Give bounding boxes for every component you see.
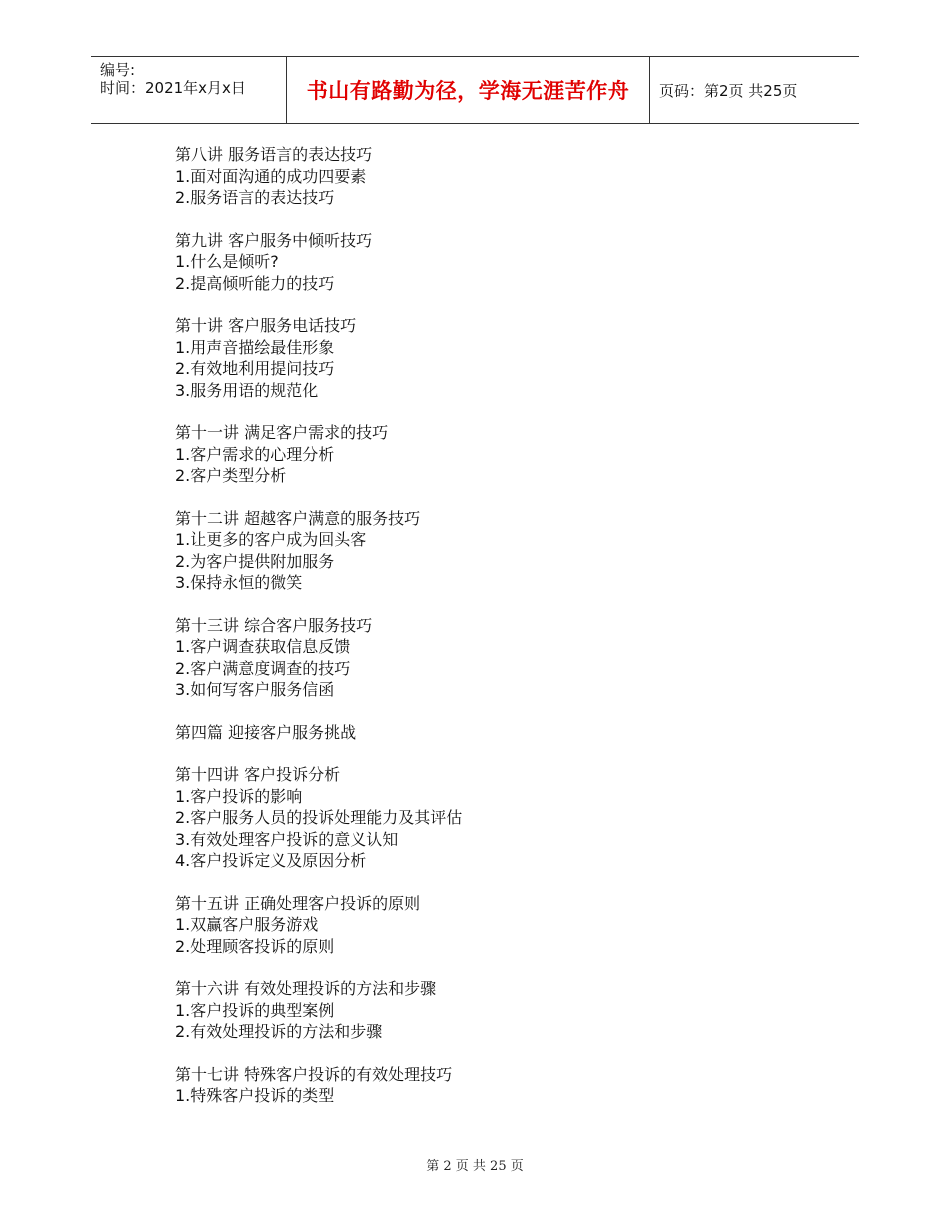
list-item: 1.面对面沟通的成功四要素 bbox=[175, 166, 367, 186]
list-item: 2.提高倾听能力的技巧 bbox=[175, 273, 335, 293]
list-item: 1.特殊客户投诉的类型 bbox=[175, 1086, 335, 1105]
part-title: 第四篇 迎接客户服务挑战 bbox=[175, 722, 357, 742]
section-title: 第十五讲 正确处理客户投诉的原则 bbox=[175, 893, 421, 913]
document-body bbox=[175, 144, 775, 1128]
list-item: 3.有效处理客户投诉的意义认知 bbox=[175, 829, 399, 849]
section-title: 第十三讲 综合客户服务技巧 bbox=[175, 615, 373, 635]
page-footer bbox=[0, 1155, 950, 1174]
list-item: 1.什么是倾听? bbox=[175, 252, 279, 271]
list-item: 2.为客户提供附加服务 bbox=[175, 551, 335, 571]
list-item: 2.有效处理投诉的方法和步骤 bbox=[175, 1022, 383, 1041]
section-title: 第十二讲 超越客户满意的服务技巧 bbox=[175, 508, 421, 528]
document-number-label: 编号: bbox=[100, 61, 136, 79]
list-item: 1.用声音描绘最佳形象 bbox=[175, 337, 335, 357]
list-item: 1.客户投诉的典型案例 bbox=[175, 1000, 335, 1020]
list-item: 1.客户调查获取信息反馈 bbox=[175, 637, 351, 656]
list-item: 2.客户类型分析 bbox=[175, 466, 287, 485]
list-item: 2.服务语言的表达技巧 bbox=[175, 188, 335, 207]
lecture-section bbox=[175, 315, 775, 401]
page-header bbox=[91, 56, 859, 124]
section-title: 第十七讲 特殊客户投诉的有效处理技巧 bbox=[175, 1064, 453, 1084]
list-item: 3.保持永恒的微笑 bbox=[175, 573, 303, 592]
lecture-section bbox=[175, 422, 775, 487]
section-title: 第九讲 客户服务中倾听技巧 bbox=[175, 230, 373, 250]
list-item: 3.如何写客户服务信函 bbox=[175, 680, 335, 699]
lecture-section bbox=[175, 144, 775, 209]
section-title: 第十讲 客户服务电话技巧 bbox=[175, 316, 357, 335]
list-item: 3.服务用语的规范化 bbox=[175, 380, 319, 400]
lecture-section bbox=[175, 1064, 775, 1107]
document-time-label: 时间：2021年x月x日 bbox=[100, 79, 246, 97]
section-title: 第十四讲 客户投诉分析 bbox=[175, 765, 341, 784]
section-title: 第十六讲 有效处理投诉的方法和步骤 bbox=[175, 979, 437, 998]
lecture-section bbox=[175, 230, 775, 295]
lecture-section bbox=[175, 764, 775, 872]
list-item: 1.客户需求的心理分析 bbox=[175, 444, 335, 464]
list-item: 1.双赢客户服务游戏 bbox=[175, 915, 319, 934]
lecture-section bbox=[175, 615, 775, 701]
list-item: 1.客户投诉的影响 bbox=[175, 786, 303, 806]
header-page-code: 页码：第2页 共25页 bbox=[659, 81, 798, 100]
header-motto-cell bbox=[287, 57, 649, 123]
list-item: 4.客户投诉定义及原因分析 bbox=[175, 851, 367, 870]
footer-page-number: 第 2 页 共 25 页 bbox=[426, 1159, 524, 1174]
list-item: 2.处理顾客投诉的原则 bbox=[175, 936, 335, 956]
list-item: 2.客户满意度调查的技巧 bbox=[175, 658, 351, 678]
header-motto: 书山有路勤为径，学海无涯苦作舟 bbox=[306, 79, 630, 103]
list-item: 2.有效地利用提问技巧 bbox=[175, 359, 335, 378]
lecture-section bbox=[175, 978, 775, 1043]
lecture-section bbox=[175, 508, 775, 594]
section-title: 第十一讲 满足客户需求的技巧 bbox=[175, 423, 389, 442]
list-item: 1.让更多的客户成为回头客 bbox=[175, 530, 367, 549]
header-meta bbox=[91, 57, 286, 123]
header-page-cell bbox=[650, 57, 859, 123]
part-heading-section bbox=[175, 722, 775, 744]
section-title: 第八讲 服务语言的表达技巧 bbox=[175, 145, 373, 164]
lecture-section bbox=[175, 893, 775, 958]
list-item: 2.客户服务人员的投诉处理能力及其评估 bbox=[175, 808, 463, 827]
